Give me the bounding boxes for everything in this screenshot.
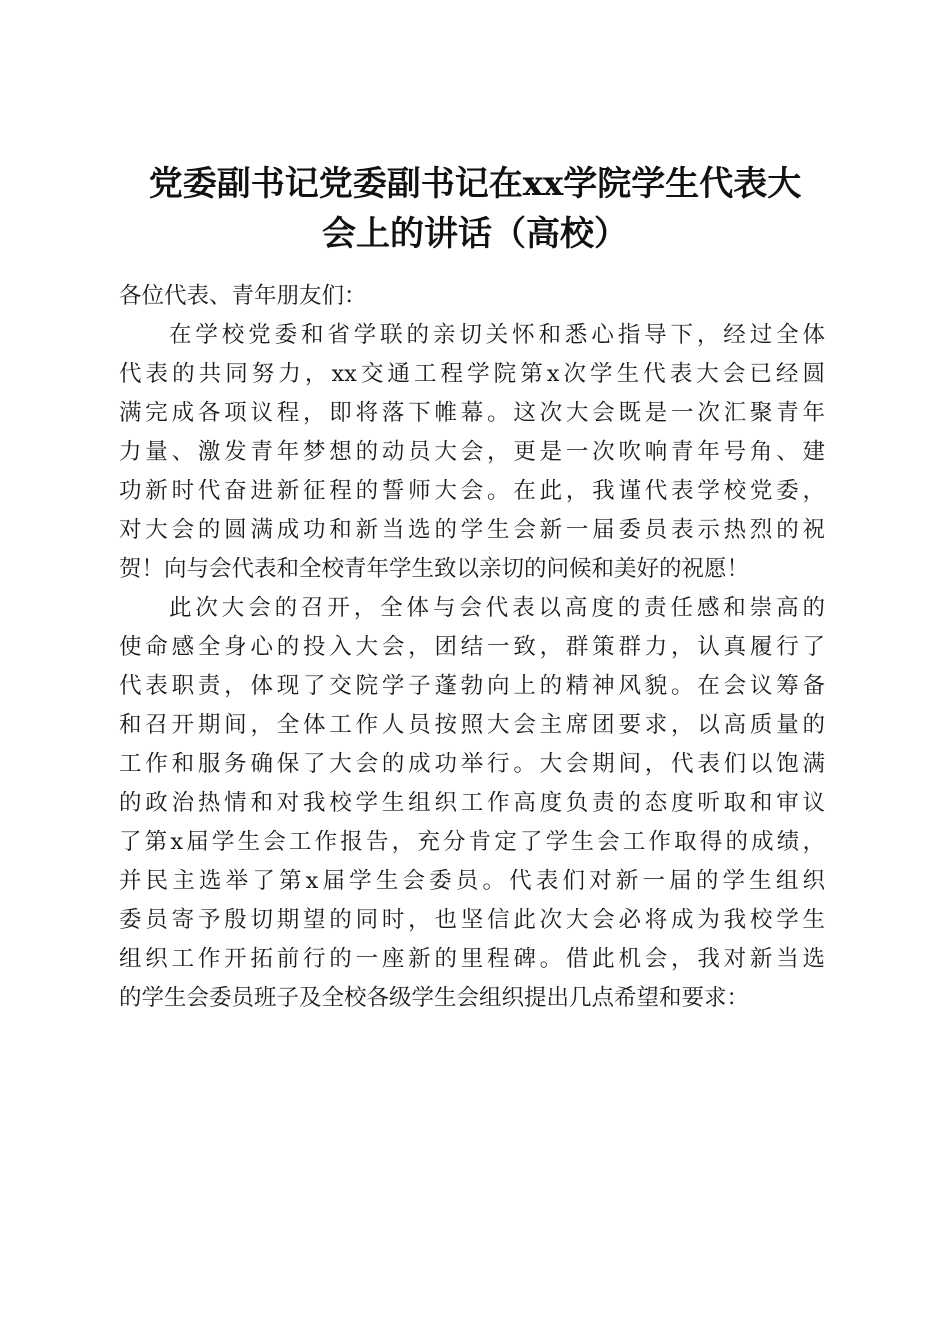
paragraph-line: 贺！向与会代表和全校青年学生致以亲切的问候和美好的祝愿！	[119, 556, 750, 582]
paragraph-line: 此次大会的召开，全体与会代表以高度的责任感和崇高的	[169, 595, 825, 621]
paragraph-line: 工作和服务确保了大会的成功举行。大会期间，代表们以饱满	[119, 751, 825, 777]
paragraph-line: 了第x届学生会工作报告，充分肯定了学生会工作取得的成绩，	[119, 829, 825, 855]
paragraph-line: 代表职责，体现了交院学子蓬勃向上的精神风貌。在会议筹备	[119, 673, 825, 699]
title-line-1: 党委副书记党委副书记在xx学院学生代表大	[148, 163, 802, 204]
paragraph-line: 委员寄予殷切期望的同时，也坚信此次大会必将成为我校学生	[119, 907, 825, 933]
paragraph-2	[119, 589, 825, 1018]
paragraph-1	[119, 316, 825, 589]
paragraph-line: 力量、激发青年梦想的动员大会，更是一次吹响青年号角、建	[119, 439, 825, 465]
paragraph-line: 组织工作开拓前行的一座新的里程碑。借此机会，我对新当选	[119, 946, 825, 972]
paragraph-line: 在学校党委和省学联的亲切关怀和悉心指导下，经过全体	[169, 322, 825, 348]
paragraph-line: 功新时代奋进新征程的誓师大会。在此，我谨代表学校党委，	[119, 478, 825, 504]
document-body	[119, 277, 825, 1018]
document-title	[110, 159, 840, 259]
paragraph-line: 使命感全身心的投入大会，团结一致，群策群力，认真履行了	[119, 634, 825, 660]
paragraph-line: 和召开期间，全体工作人员按照大会主席团要求，以高质量的	[119, 712, 825, 738]
paragraph-line: 并民主选举了第x届学生会委员。代表们对新一届的学生组织	[119, 868, 825, 894]
paragraph-line: 对大会的圆满成功和新当选的学生会新一届委员表示热烈的祝	[119, 517, 825, 543]
title-line-2: 会上的讲话（高校）	[322, 213, 628, 254]
paragraph-line: 代表的共同努力，xx交通工程学院第x次学生代表大会已经圆	[119, 361, 825, 387]
salutation: 各位代表、青年朋友们：	[119, 283, 367, 309]
paragraph-line: 的政治热情和对我校学生组织工作高度负责的态度听取和审议	[119, 790, 825, 816]
paragraph-line: 的学生会委员班子及全校各级学生会组织提出几点希望和要求：	[119, 985, 750, 1011]
paragraph-line: 满完成各项议程，即将落下帷幕。这次大会既是一次汇聚青年	[119, 400, 825, 426]
